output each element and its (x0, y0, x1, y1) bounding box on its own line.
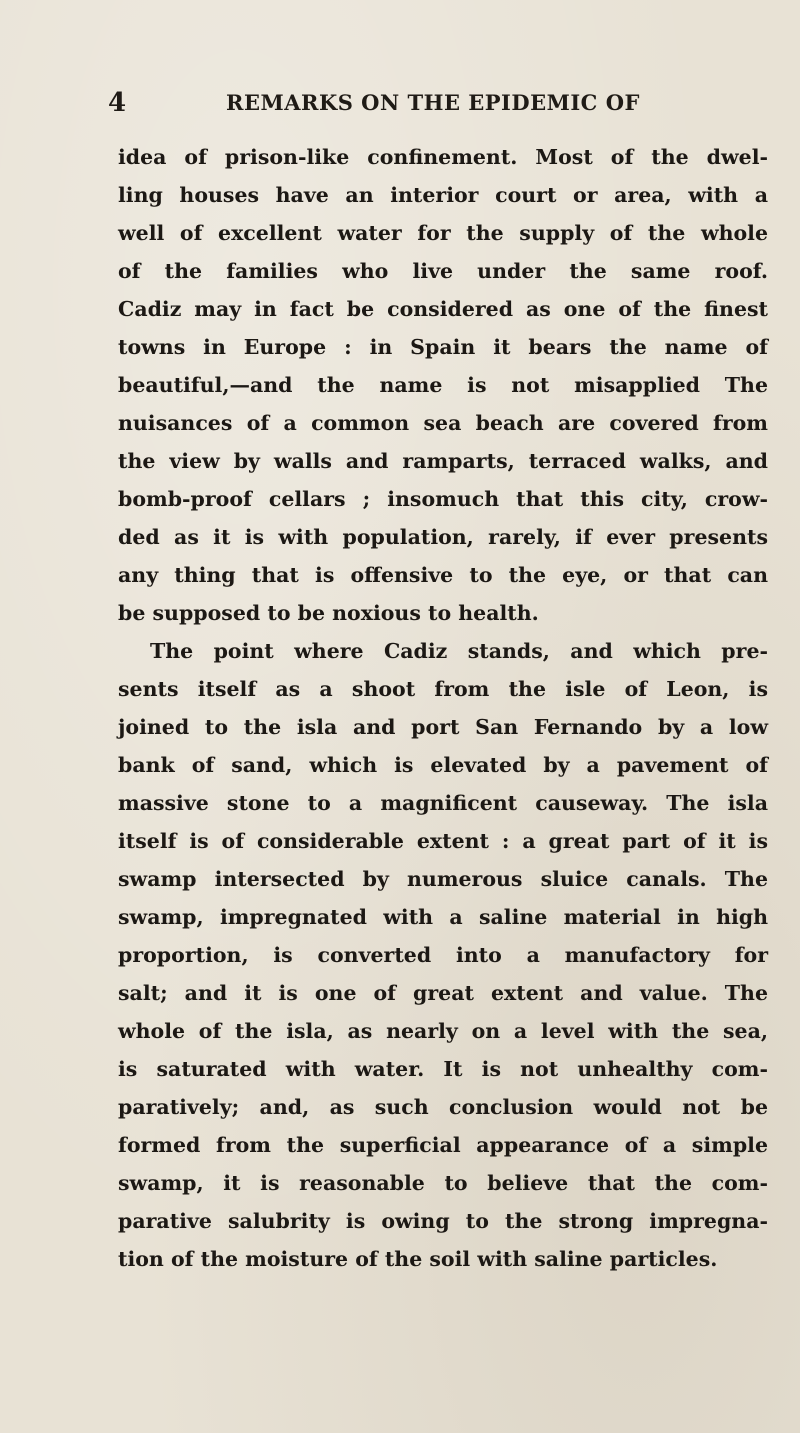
text-line: nuisances of a common sea beach are covered from (118, 411, 768, 435)
text-line: swamp, it is reasonable to believe that the com- (118, 1171, 768, 1195)
text-line: swamp intersected by numerous sluice canals. The (118, 867, 768, 891)
text-line: itself is of considerable extent : a great part of it is (118, 829, 768, 853)
text-line: joined to the isla and port San Fernando by a low (118, 715, 768, 739)
text-line: Cadiz may in fact be considered as one of the finest (118, 297, 768, 321)
text-line: paratively; and, as such conclusion would not be (118, 1095, 768, 1119)
page-header (108, 88, 708, 118)
text-line: idea of prison-like confinement. Most of the dwel- (118, 145, 768, 169)
text-line: proportion, is converted into a manufactory for (118, 943, 768, 967)
body-text (118, 138, 768, 1278)
text-line: salt; and it is one of great extent and value. The (118, 981, 768, 1005)
text-line: of the families who live under the same roof. (118, 259, 768, 283)
text-line: whole of the isla, as nearly on a level with the sea, (118, 1019, 768, 1043)
text-line: any thing that is offensive to the eye, or that can (118, 563, 768, 587)
text-line: towns in Europe : in Spain it bears the name of (118, 335, 768, 359)
text-line: is saturated with water. It is not unhealthy com- (118, 1057, 768, 1081)
text-line: be supposed to be noxious to health. (118, 601, 539, 625)
text-line: parative salubrity is owing to the strong impregna- (118, 1209, 768, 1233)
text-line: bomb-proof cellars ; insomuch that this city, crow- (118, 487, 768, 511)
text-line: ling houses have an interior court or area, with a (118, 183, 768, 207)
text-line: The point where Cadiz stands, and which pre- (150, 639, 768, 663)
text-line: beautiful,—and the name is not misapplied The (118, 373, 768, 397)
text-line: tion of the moisture of the soil with saline particles. (118, 1247, 718, 1271)
text-line: massive stone to a magnificent causeway. The isla (118, 791, 768, 815)
text-line: ded as it is with population, rarely, if ever presents (118, 525, 768, 549)
text-line: sents itself as a shoot from the isle of Leon, is (118, 677, 768, 701)
text-line: well of excellent water for the supply of the whole (118, 221, 768, 245)
text-line: bank of sand, which is elevated by a pavement of (118, 753, 768, 777)
text-line: swamp, impregnated with a saline material in high (118, 905, 768, 929)
text-line: formed from the superficial appearance of a simple (118, 1133, 768, 1157)
page-number: 4 (108, 88, 127, 118)
text-line: the view by walls and ramparts, terraced walks, and (118, 449, 768, 473)
running-head: REMARKS ON THE EPIDEMIC OF (226, 90, 640, 115)
